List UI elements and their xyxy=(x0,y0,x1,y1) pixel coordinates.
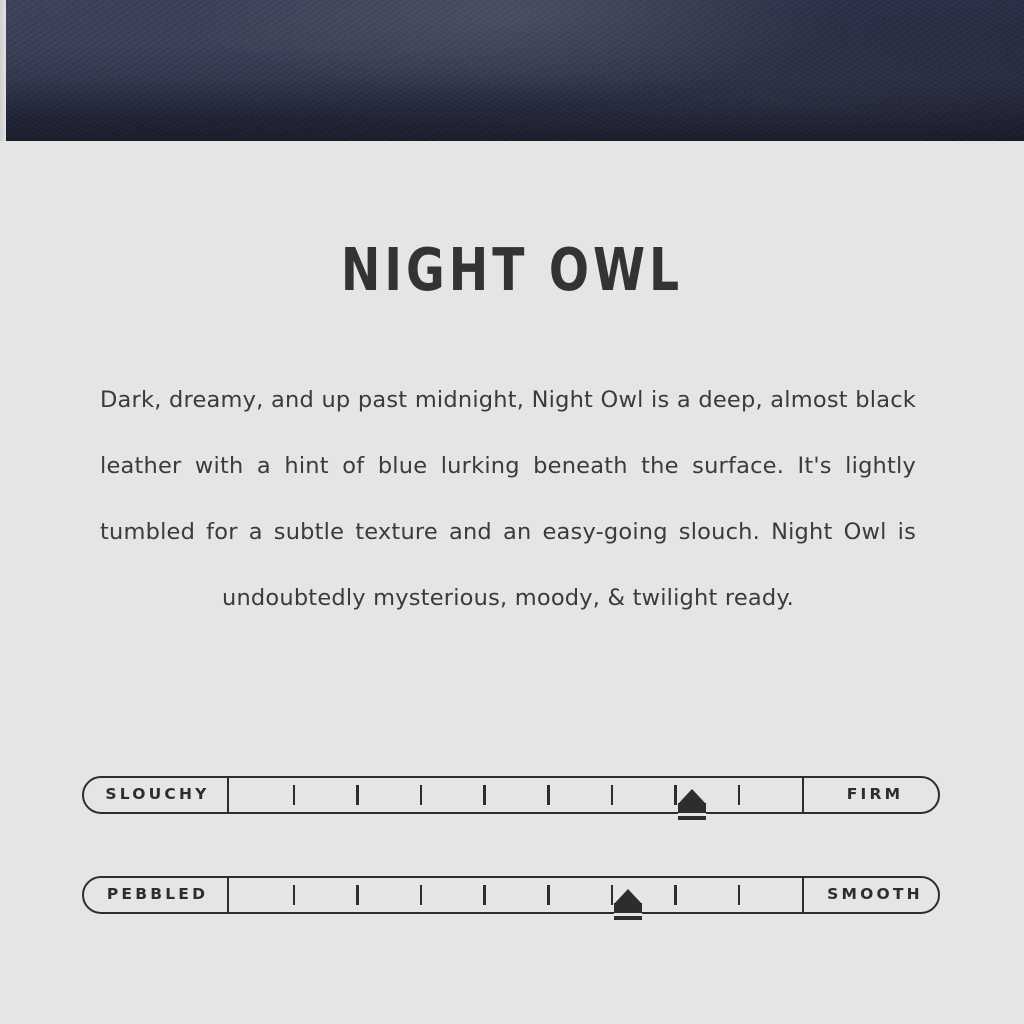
marker-notch xyxy=(678,813,706,816)
scale-marker[interactable] xyxy=(609,889,647,933)
scale-tick xyxy=(293,885,296,905)
scale-tick xyxy=(738,785,741,805)
marker-body xyxy=(614,903,642,920)
scale-texture xyxy=(82,876,942,914)
scale-tick xyxy=(293,785,296,805)
scale-tick xyxy=(547,885,550,905)
scale-structure xyxy=(82,776,942,814)
scale-tick xyxy=(674,885,677,905)
scale-left-label: SLOUCHY xyxy=(82,776,229,814)
scale-tick xyxy=(356,885,359,905)
leather-shading-overlay xyxy=(0,0,1024,141)
leather-swatch-image xyxy=(0,0,1024,141)
scale-tick xyxy=(483,885,486,905)
scale-right-label: FIRM xyxy=(802,776,942,814)
scale-tick xyxy=(420,885,423,905)
scale-marker[interactable] xyxy=(673,789,711,833)
marker-arrow-icon xyxy=(678,789,706,804)
marker-notch xyxy=(614,913,642,916)
scale-tick xyxy=(483,785,486,805)
scale-tick xyxy=(547,785,550,805)
scale-tick xyxy=(738,885,741,905)
marker-body xyxy=(678,803,706,820)
swatch-left-edge xyxy=(0,0,6,141)
product-description: Dark, dreamy, and up past midnight, Night Owl is a deep, almost black leather with a hint of blue lurking beneath the surface. It's lightly tumbled for a subtle texture and an easy-going slouch. Night Owl is undoubtedly mysterious, moody, & twilight ready. xyxy=(100,387,916,611)
scale-right-label: SMOOTH xyxy=(802,876,942,914)
scale-tick xyxy=(356,785,359,805)
page-title: NIGHT OWL xyxy=(340,235,684,304)
scale-ticks xyxy=(229,776,802,814)
scale-tick xyxy=(611,785,614,805)
attribute-scales xyxy=(82,776,942,976)
marker-arrow-icon xyxy=(614,889,642,904)
scale-ticks xyxy=(229,876,802,914)
scale-left-label: PEBBLED xyxy=(82,876,229,914)
scale-tick xyxy=(420,785,423,805)
